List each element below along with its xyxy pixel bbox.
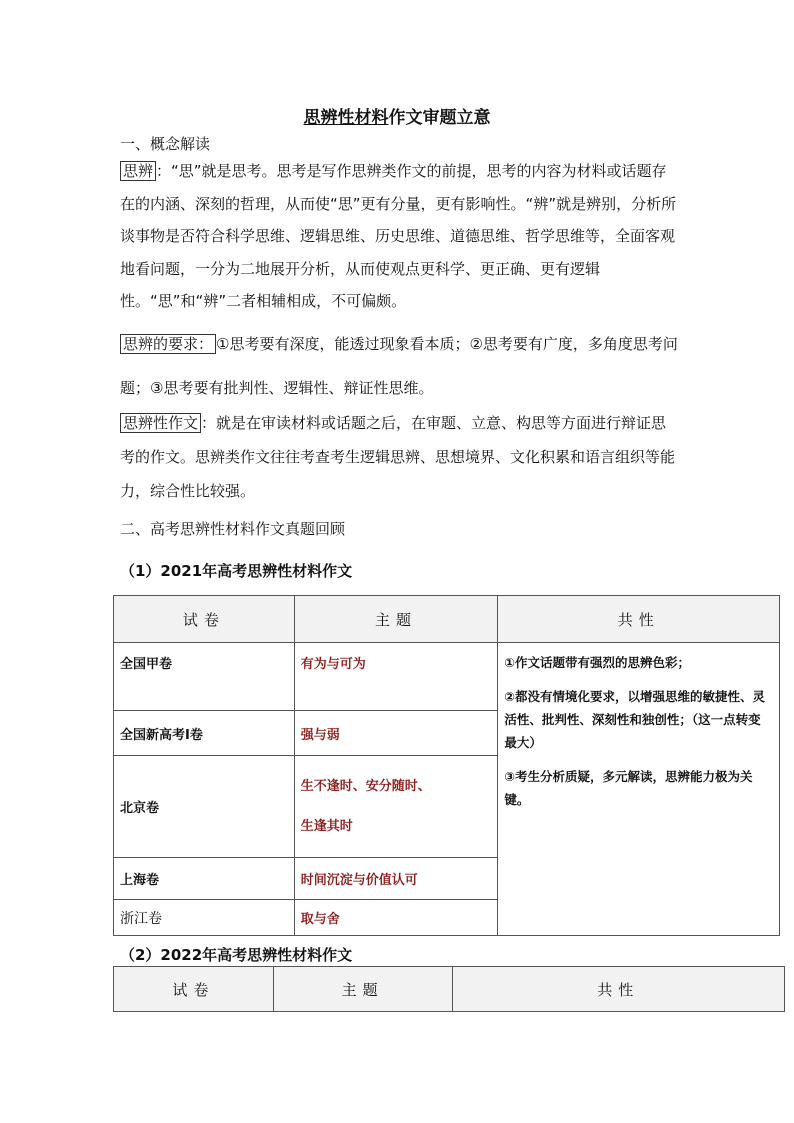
header-common: 共性 [452, 967, 785, 1012]
term-box: 思辨性作文 [120, 413, 201, 433]
header-theme: 主题 [273, 967, 452, 1012]
paragraph-sibian: 思辨 ：“思”就是思考。思考是写作思辨类作文的前提，思考的内容为材料或话题存在的内涵、深刻的哲理，从而使“思”更有分量，更有影响性。“辨”就是辨别，分析所谈事物是否符合科学思维、逻辑思维、历史思维、道德思维、哲学思维等，全面客观地看问题，一分为二地展开分析，从而使观点更科学、更正确、更有逻辑性。“思”和“辨”二者相辅相成，不可偏颇。 [120, 162, 677, 310]
subheading-2021: （1）2021年高考思辨性材料作文 [120, 562, 353, 580]
paragraph-requirements: 思辨的要求： ①思考要有深度，能透过现象看本质；②思考要有广度，多角度思考问题；③思考要有批判性、逻辑性、辩证性思维。 [120, 335, 678, 397]
table-cell-paper: 北京卷 [114, 756, 295, 858]
header-common: 共性 [498, 596, 780, 643]
header-theme: 主题 [294, 596, 498, 643]
section1-heading: 一、概念解读 [120, 135, 211, 153]
table-cell-theme: 有为与可为 [294, 643, 498, 711]
table-cell-theme: 取与舍 [294, 900, 498, 936]
table-cell-theme: 强与弱 [294, 711, 498, 756]
header-paper: 试卷 [114, 596, 295, 643]
section2-heading: 二、高考思辨性材料作文真题回顾 [120, 520, 346, 538]
table-2022 [113, 966, 785, 1012]
table-cell-theme: 生不逢时、安分随时、 生逢其时 [294, 756, 498, 858]
table-cell-paper: 上海卷 [114, 858, 295, 900]
page-title: 思辨性材料作文审题立意 [303, 108, 491, 128]
table-2021 [113, 595, 780, 936]
term-box: 思辨 [120, 161, 156, 181]
table-cell-common [498, 643, 780, 936]
subheading-2022: （2）2022年高考思辨性材料作文 [120, 946, 353, 964]
header-paper: 试卷 [114, 967, 274, 1012]
common-point: ②都没有情境化要求，以增强思维的敏捷性、灵活性、批判性、深刻性和独创性；（这一点转变最大） [504, 689, 765, 750]
common-point: ①作文话题带有强烈的思辨色彩； [504, 655, 690, 670]
paragraph-essay: 思辨性作文 ：就是在审读材料或话题之后，在审题、立意、构思等方面进行辩证思考的作文。思辨类作文往往考查考生逻辑思辨、思想境界、文化积累和语言组织等能力，综合性比较强。 [120, 414, 676, 500]
table-cell-paper: 全国新高考Ⅰ卷 [114, 711, 295, 756]
common-point: ③考生分析质疑，多元解读，思辨能力极为关键。 [504, 769, 753, 807]
table-cell-paper: 全国甲卷 [114, 643, 295, 711]
table-cell-paper: 浙江卷 [114, 900, 295, 936]
term-box: 思辨的要求： [120, 334, 216, 354]
table-cell-theme: 时间沉淀与价值认可 [294, 858, 498, 900]
